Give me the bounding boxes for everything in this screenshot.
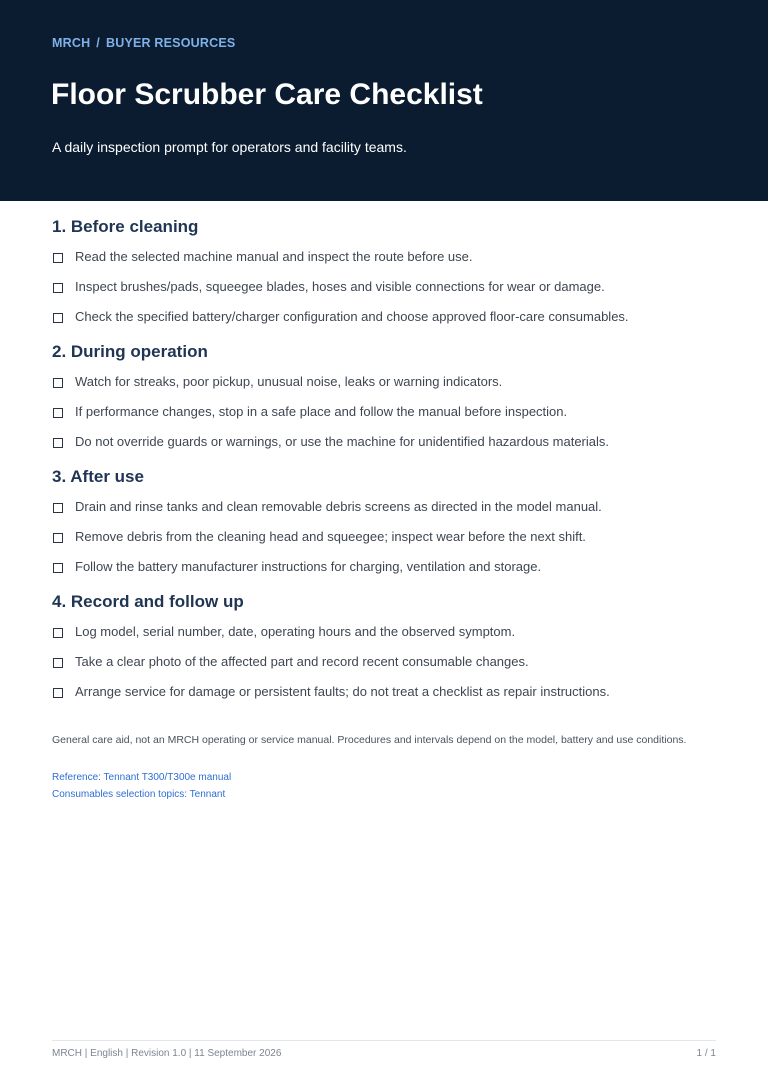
checkbox[interactable] — [53, 658, 63, 668]
footer-revision-info: MRCH | English | Revision 1.0 | 11 September 2026 — [52, 1048, 282, 1059]
checklist-item-text: Take a clear photo of the affected part and record recent consumable changes. — [75, 654, 529, 669]
disclaimer-note: General care aid, not an MRCH operating or service manual. Procedures and intervals depend on the model, battery and use conditions. — [52, 734, 687, 746]
checklist-item-text: Watch for streaks, poor pickup, unusual noise, leaks or warning indicators. — [75, 374, 503, 389]
checkbox[interactable] — [53, 533, 63, 543]
section-title: 2. During operation — [52, 342, 208, 361]
checklist-item — [52, 403, 716, 433]
checklist-item-text: Check the specified battery/charger configuration and choose approved floor-care consumables. — [75, 309, 629, 324]
checklist-item — [52, 278, 716, 308]
checklist-item — [52, 683, 716, 713]
checklist-items — [52, 373, 716, 463]
checkbox[interactable] — [53, 688, 63, 698]
page-title: Floor Scrubber Care Checklist — [51, 78, 483, 111]
checklist-item-text: Read the selected machine manual and inspect the route before use. — [75, 249, 473, 264]
reference-link-consumables[interactable]: Consumables selection topics: Tennant — [52, 789, 226, 800]
checklist — [52, 216, 716, 716]
checkbox[interactable] — [53, 378, 63, 388]
checklist-item — [52, 498, 716, 528]
checkbox[interactable] — [53, 563, 63, 573]
header-banner — [0, 0, 768, 201]
breadcrumb — [52, 36, 235, 50]
reference-link-manual[interactable]: Reference: Tennant T300/T300e manual — [52, 772, 232, 783]
checkbox[interactable] — [53, 283, 63, 293]
section-title: 3. After use — [52, 467, 144, 486]
page-subtitle: A daily inspection prompt for operators and facility teams. — [52, 139, 407, 155]
checklist-item — [52, 373, 716, 403]
checklist-item-text: Drain and rinse tanks and clean removable debris screens as directed in the model manual. — [75, 499, 602, 514]
checklist-items — [52, 248, 716, 338]
checklist-item-text: Log model, serial number, date, operating hours and the observed symptom. — [75, 624, 516, 639]
section-after-use — [52, 466, 716, 588]
checkbox[interactable] — [53, 503, 63, 513]
checklist-item-text: Inspect brushes/pads, squeegee blades, hoses and visible connections for wear or damage. — [75, 279, 605, 294]
section-title: 4. Record and follow up — [52, 592, 244, 611]
section-title: 1. Before cleaning — [52, 217, 199, 236]
checklist-item — [52, 433, 716, 463]
checklist-item-text: If performance changes, stop in a safe place and follow the manual before inspection. — [75, 404, 568, 419]
breadcrumb-separator: / — [96, 36, 100, 50]
breadcrumb-item-buyer-resources[interactable]: BUYER RESOURCES — [105, 36, 236, 50]
checkbox[interactable] — [53, 628, 63, 638]
checklist-item — [52, 248, 716, 278]
footer-page-number: 1 / 1 — [696, 1048, 716, 1059]
checkbox[interactable] — [53, 408, 63, 418]
checklist-item — [52, 308, 716, 338]
section-during-operation — [52, 341, 716, 463]
checklist-item-text: Do not override guards or warnings, or use the machine for unidentified hazardous materials. — [75, 434, 610, 449]
checkbox[interactable] — [53, 313, 63, 323]
checklist-item-text: Remove debris from the cleaning head and squeegee; inspect wear before the next shift. — [75, 529, 586, 544]
section-before-cleaning — [52, 216, 716, 338]
checklist-items — [52, 623, 716, 713]
checkbox[interactable] — [53, 253, 63, 263]
breadcrumb-item-mrch[interactable]: MRCH — [52, 36, 91, 50]
checklist-item — [52, 623, 716, 653]
checklist-item — [52, 528, 716, 558]
checklist-item-text: Follow the battery manufacturer instructions for charging, ventilation and storage. — [75, 559, 542, 574]
footer-divider — [52, 1040, 716, 1041]
checklist-items — [52, 498, 716, 588]
section-record-and-follow-up — [52, 591, 716, 713]
checklist-item — [52, 653, 716, 683]
checklist-item — [52, 558, 716, 588]
checkbox[interactable] — [53, 438, 63, 448]
checklist-item-text: Arrange service for damage or persistent faults; do not treat a checklist as repair instructions. — [75, 684, 610, 699]
